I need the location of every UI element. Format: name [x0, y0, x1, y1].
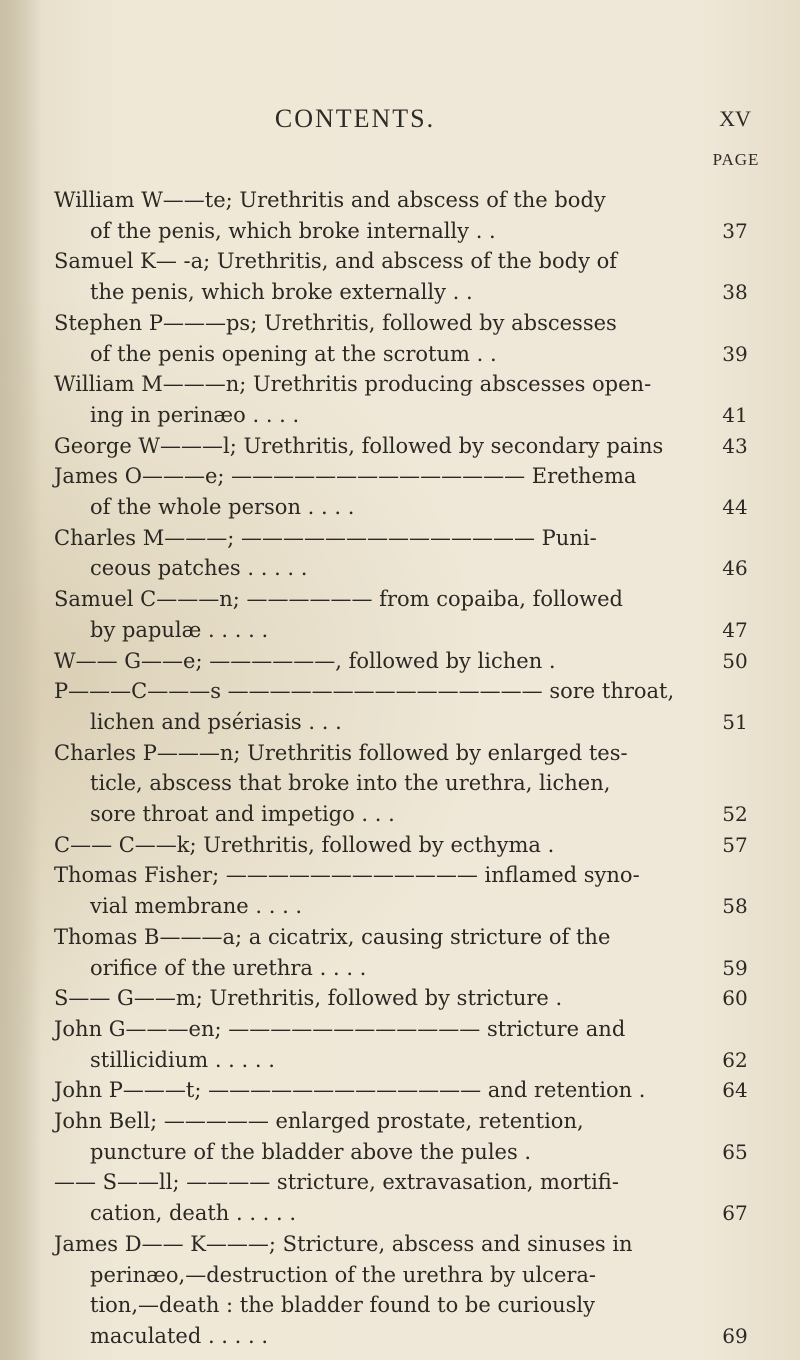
entry-text: ing in perinæo . . . . — [90, 402, 300, 427]
page-number: 47 — [722, 617, 748, 642]
page-number: 59 — [722, 955, 748, 980]
contents-entry-line — [0, 1137, 748, 1167]
contents-entry-line — [0, 523, 680, 553]
entry-text: William W——te; Urethritis and abscess of the body — [54, 188, 606, 212]
entry-text: cation, death . . . . . — [90, 1201, 297, 1226]
contents-entry-line — [0, 339, 748, 369]
entry-text: James O———e; —————————————— Erethema — [54, 464, 637, 489]
contents-entry-line — [0, 1290, 680, 1320]
contents-entry-line — [0, 1229, 680, 1259]
contents-entry-line — [0, 1045, 748, 1075]
contents-entry-line — [0, 1014, 680, 1044]
entry-text: Samuel C———n; —————— from copaiba, followed — [54, 587, 623, 612]
contents-entry-line — [0, 277, 748, 307]
entry-text: Thomas Fisher; ———————————— inflamed syno- — [54, 863, 640, 888]
entry-text: C—— C——k; Urethritis, followed by ecthyma . — [54, 832, 555, 857]
contents-entry-line — [0, 584, 680, 614]
entry-text: sore throat and impetigo . . . — [90, 802, 395, 826]
entry-text: —— S——ll; ———— stricture, extravasation, mortifi- — [54, 1170, 619, 1195]
page-number: 44 — [722, 495, 748, 519]
contents-entry-line — [0, 246, 680, 276]
contents-entry-line — [0, 185, 680, 215]
contents-entry-line — [0, 461, 680, 491]
running-head-title: CONTENTS. — [274, 104, 436, 133]
page-number: 60 — [722, 986, 748, 1011]
page-number: 43 — [722, 433, 748, 458]
entry-text: puncture of the bladder above the pules . — [90, 1139, 532, 1164]
contents-entry-line — [0, 860, 680, 890]
entry-text: John P———t; ————————————— and retention . — [54, 1078, 646, 1103]
entry-text: S—— G——m; Urethritis, followed by stricture . — [54, 986, 563, 1011]
contents-entry-line — [0, 676, 680, 706]
entry-text: of the whole person . . . . — [90, 495, 355, 519]
page-number: 37 — [722, 218, 748, 243]
folio-number: XV — [719, 106, 751, 131]
entry-text: P———C———s ——————————————— sore throat, — [54, 679, 675, 704]
entry-text: perinæo,—destruction of the urethra by ulcera- — [90, 1262, 597, 1287]
contents-entry-line — [0, 1075, 748, 1105]
entry-text: John G———en; ———————————— stricture and — [54, 1016, 626, 1041]
contents-entry-line — [0, 431, 748, 461]
contents-entry-line — [0, 799, 748, 829]
contents-entry-line — [0, 922, 680, 952]
page-number: 46 — [722, 556, 748, 581]
entry-text: lichen and psériasis . . . — [90, 709, 342, 734]
contents-entry-line — [0, 768, 680, 798]
contents-entry-line — [0, 891, 748, 921]
page-number: 64 — [722, 1078, 748, 1103]
contents-entry-line — [0, 400, 748, 430]
contents-entry-line — [0, 646, 748, 676]
entry-text: the penis, which broke externally . . — [90, 280, 473, 305]
contents-entry-line — [0, 492, 748, 522]
entry-text: Charles P———n; Urethritis followed by enlarged tes- — [54, 740, 628, 765]
page-number: 67 — [722, 1201, 748, 1226]
contents-entry-line — [0, 615, 748, 645]
page-number: 57 — [722, 832, 748, 857]
page-number: 52 — [722, 802, 748, 826]
entry-text: James D—— K———; Stricture, abscess and sinuses in — [54, 1231, 633, 1256]
contents-entry-line — [0, 1321, 748, 1351]
page-number: 50 — [722, 648, 748, 673]
contents-entry-line — [0, 738, 680, 768]
page-number: 41 — [722, 402, 748, 427]
contents-entry-line — [0, 1260, 680, 1290]
entry-text: ticle, abscess that broke into the urethra, lichen, — [90, 771, 611, 796]
entry-text: by papulæ . . . . . — [90, 617, 269, 642]
entry-text: vial membrane . . . . — [90, 894, 303, 919]
entry-text: Thomas B———a; a cicatrix, causing stricture of the — [54, 924, 611, 949]
entry-text: Stephen P———ps; Urethritis, followed by abscesses — [54, 310, 617, 335]
page-number: 62 — [722, 1047, 748, 1072]
entry-text: of the penis, which broke internally . . — [90, 218, 496, 243]
entry-text: orifice of the urethra . . . . — [90, 955, 367, 980]
contents-entry-line — [0, 1106, 680, 1136]
entry-text: Charles M———; —————————————— Puni- — [54, 525, 597, 550]
page-number: 38 — [722, 280, 748, 305]
entry-text: Samuel K— -a; Urethritis, and abscess of the body of — [54, 249, 618, 274]
entry-text: W—— G——e; ——————, followed by lichen . — [54, 648, 556, 673]
contents-entry-line — [0, 830, 748, 860]
entry-text: John Bell; ————— enlarged prostate, retention, — [54, 1109, 584, 1133]
entry-text: stillicidium . . . . . — [90, 1047, 275, 1072]
entry-text: George W———l; Urethritis, followed by secondary pains — [54, 433, 664, 458]
contents-entry-line — [0, 1198, 748, 1228]
entry-text: of the penis opening at the scrotum . . — [90, 341, 497, 366]
entry-text: William M———n; Urethritis producing abscesses open- — [54, 372, 652, 397]
page-column-label: PAGE — [712, 150, 760, 169]
contents-entry-line — [0, 553, 748, 583]
page-number: 39 — [722, 341, 748, 366]
entry-text: maculated . . . . . — [90, 1323, 269, 1348]
page-number: 69 — [722, 1323, 748, 1348]
entry-text: tion,—death : the bladder found to be curiously — [90, 1293, 596, 1318]
contents-entry-line — [0, 1167, 680, 1197]
page-number: 51 — [722, 709, 748, 734]
page-number: 65 — [722, 1139, 748, 1164]
entry-text: ceous patches . . . . . — [90, 556, 308, 581]
contents-entry-line — [0, 953, 748, 983]
contents-entry-line — [0, 707, 748, 737]
contents-entry-line — [0, 216, 748, 246]
contents-entry-line — [0, 983, 748, 1013]
contents-entry-line — [0, 308, 680, 338]
contents-entry-line — [0, 369, 680, 399]
page-number: 58 — [722, 894, 748, 919]
